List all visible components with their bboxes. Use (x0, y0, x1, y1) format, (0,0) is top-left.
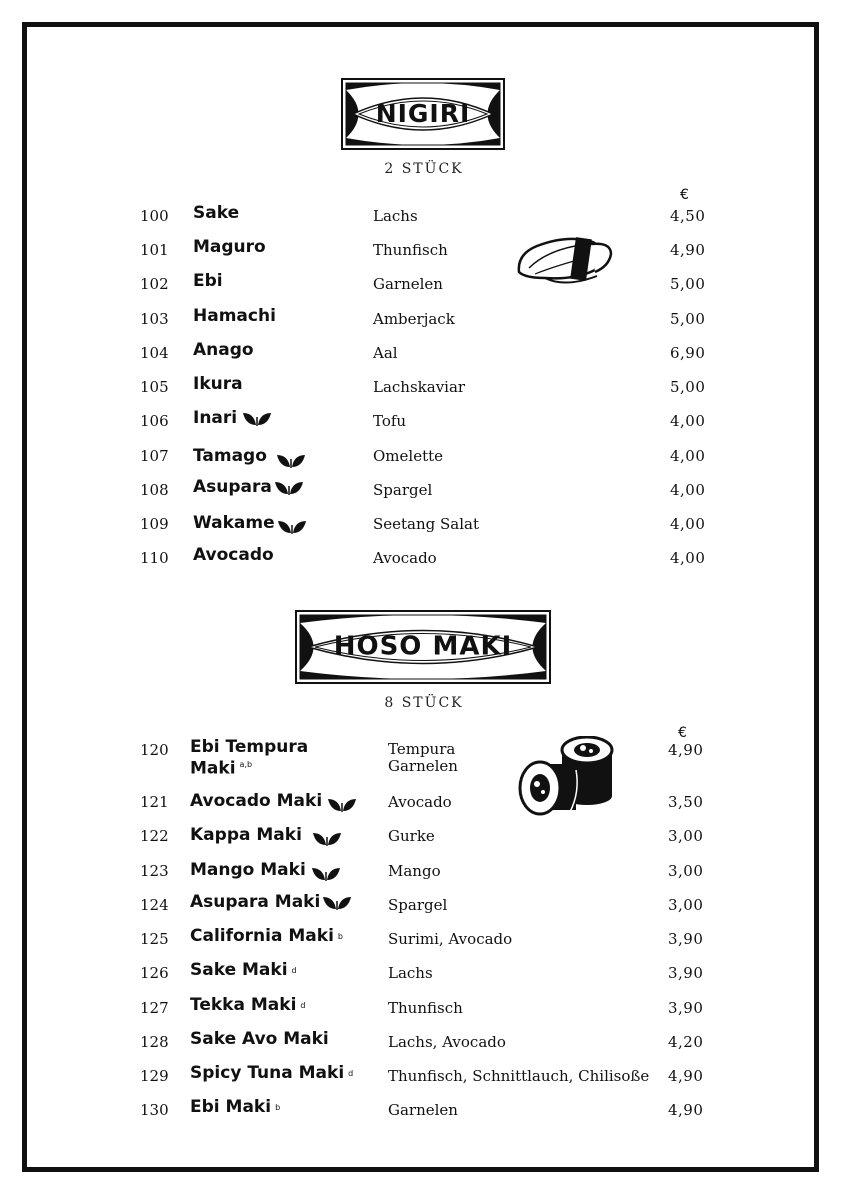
item-description: Spargel (388, 896, 448, 914)
item-number: 130 (140, 1101, 169, 1119)
item-number: 101 (140, 241, 169, 259)
nigiri-banner (341, 78, 505, 150)
item-description: Thunfisch (373, 241, 448, 259)
item-name: Anago (193, 340, 254, 360)
vegan-leaf-icon (242, 409, 272, 427)
hoso-maki-title: HOSO MAKI (333, 631, 513, 662)
item-name: Asupara Maki (190, 892, 352, 912)
item-description: Tempura Garnelen (388, 740, 458, 775)
item-price: 4,20 (668, 1033, 704, 1051)
allergen-note: d (348, 1068, 354, 1078)
item-description: Avocado (388, 793, 452, 811)
item-number: 108 (140, 481, 169, 499)
item-number: 110 (140, 549, 169, 567)
item-description: Avocado (373, 549, 437, 567)
item-description: Seetang Salat (373, 515, 480, 533)
item-name: Avocado (193, 545, 274, 565)
item-price: 3,00 (668, 827, 704, 845)
item-name: California Maki b (190, 926, 343, 946)
item-name: Spicy Tuna Maki d (190, 1063, 354, 1083)
allergen-note: d (300, 1000, 306, 1010)
list-item (0, 993, 848, 1023)
item-description: Lachskaviar (373, 378, 466, 396)
item-name: Ebi Tempura Maki $^{a,b}$ (190, 737, 309, 779)
item-description: Garnelen (388, 1101, 458, 1119)
item-number: 125 (140, 930, 169, 948)
item-name: Asupara (193, 477, 304, 497)
allergen-note: b (337, 931, 343, 941)
item-price: 3,00 (668, 896, 704, 914)
item-number: 124 (140, 896, 169, 914)
item-price: 3,90 (668, 930, 704, 948)
item-number: 104 (140, 344, 169, 362)
item-name: Tekka Maki d (190, 995, 306, 1015)
item-number: 127 (140, 999, 169, 1017)
list-item (0, 475, 848, 505)
item-number: 103 (140, 310, 169, 328)
allergen-note: a,b (239, 760, 253, 769)
item-number: 120 (140, 741, 169, 759)
nigiri-currency: € (680, 187, 689, 203)
item-price: 4,90 (670, 241, 706, 259)
item-price: 3,90 (668, 964, 704, 982)
list-item (0, 372, 848, 402)
list-item (0, 406, 848, 436)
hoso-maki-subtitle: 8 STÜCK (384, 695, 464, 711)
list-item (0, 269, 848, 299)
list-item (0, 1027, 848, 1057)
item-name: Ikura (193, 374, 243, 394)
list-item (0, 924, 848, 954)
item-price: 4,00 (670, 549, 706, 567)
hoso-maki-banner (295, 610, 551, 684)
nigiri-subtitle: 2 STÜCK (384, 161, 464, 177)
list-item (0, 543, 848, 573)
list-item (0, 856, 848, 886)
item-description: Mango (388, 862, 441, 880)
item-description: Thunfisch, Schnittlauch, Chilisoße (388, 1067, 650, 1085)
item-price: 4,90 (668, 1101, 704, 1119)
vegan-leaf-icon (311, 864, 341, 882)
item-number: 122 (140, 827, 169, 845)
vegan-leaf-icon (276, 451, 306, 469)
item-price: 4,00 (670, 481, 706, 499)
item-price: 5,00 (670, 310, 706, 328)
item-number: 100 (140, 207, 169, 225)
item-number: 121 (140, 793, 169, 811)
item-description: Amberjack (373, 310, 455, 328)
vegan-leaf-icon (277, 517, 307, 535)
list-item (0, 958, 848, 988)
list-item (0, 787, 848, 817)
item-name: Wakame (193, 511, 307, 535)
item-number: 102 (140, 275, 169, 293)
item-price: 6,90 (670, 344, 706, 362)
item-price: 3,00 (668, 862, 704, 880)
list-item (0, 201, 848, 231)
vegan-leaf-icon (312, 829, 342, 847)
item-number: 126 (140, 964, 169, 982)
list-item (0, 1061, 848, 1091)
hoso-maki-currency: € (678, 725, 687, 741)
item-description: Spargel (373, 481, 433, 499)
item-name: Sake Maki d (190, 960, 297, 980)
item-description: Lachs (373, 207, 418, 225)
list-item (0, 890, 848, 920)
item-description: Lachs (388, 964, 433, 982)
item-number: 123 (140, 862, 169, 880)
item-description: Lachs, Avocado (388, 1033, 506, 1051)
item-description: Thunfisch (388, 999, 463, 1017)
list-item (0, 304, 848, 334)
item-price: 3,50 (668, 793, 704, 811)
list-item (0, 235, 848, 265)
list-item (0, 821, 848, 851)
item-number: 106 (140, 412, 169, 430)
item-number: 107 (140, 447, 169, 465)
item-description: Surimi, Avocado (388, 930, 513, 948)
item-number: 105 (140, 378, 169, 396)
item-price: 3,90 (668, 999, 704, 1017)
item-price: 4,00 (670, 515, 706, 533)
item-price: 4,00 (670, 412, 706, 430)
item-name: Ebi Maki b (190, 1097, 281, 1117)
item-name: Kappa Maki (190, 823, 342, 847)
item-price: 4,50 (670, 207, 706, 225)
nigiri-title: NIGIRI (375, 98, 471, 128)
item-description: Aal (373, 344, 398, 362)
item-number: 129 (140, 1067, 169, 1085)
item-number: 128 (140, 1033, 169, 1051)
item-price: 5,00 (670, 378, 706, 396)
item-name: Tamago (193, 443, 306, 469)
item-name: Hamachi (193, 306, 276, 326)
item-description: Gurke (388, 827, 435, 845)
item-number: 109 (140, 515, 169, 533)
item-description: Omelette (373, 447, 444, 465)
list-item (0, 1095, 848, 1125)
list-item (0, 338, 848, 368)
item-name: Avocado Maki (190, 789, 357, 813)
vegan-leaf-icon (274, 478, 304, 496)
list-item (0, 441, 848, 471)
item-description: Garnelen (373, 275, 443, 293)
item-name: Ebi (193, 271, 223, 291)
allergen-note: d (291, 965, 297, 975)
item-name: Sake Avo Maki (190, 1029, 329, 1049)
list-item (0, 738, 848, 778)
list-item (0, 509, 848, 539)
vegan-leaf-icon (322, 893, 352, 911)
item-description: Tofu (373, 412, 407, 430)
item-price: 4,90 (668, 741, 704, 759)
item-name: Inari (193, 408, 272, 428)
item-name: Maguro (193, 237, 266, 257)
item-price: 4,90 (668, 1067, 704, 1085)
allergen-note: b (275, 1102, 281, 1112)
item-price: 5,00 (670, 275, 706, 293)
item-price: 4,00 (670, 447, 706, 465)
item-name: Sake (193, 203, 240, 223)
item-name: Mango Maki (190, 858, 341, 882)
vegan-leaf-icon (327, 795, 357, 813)
